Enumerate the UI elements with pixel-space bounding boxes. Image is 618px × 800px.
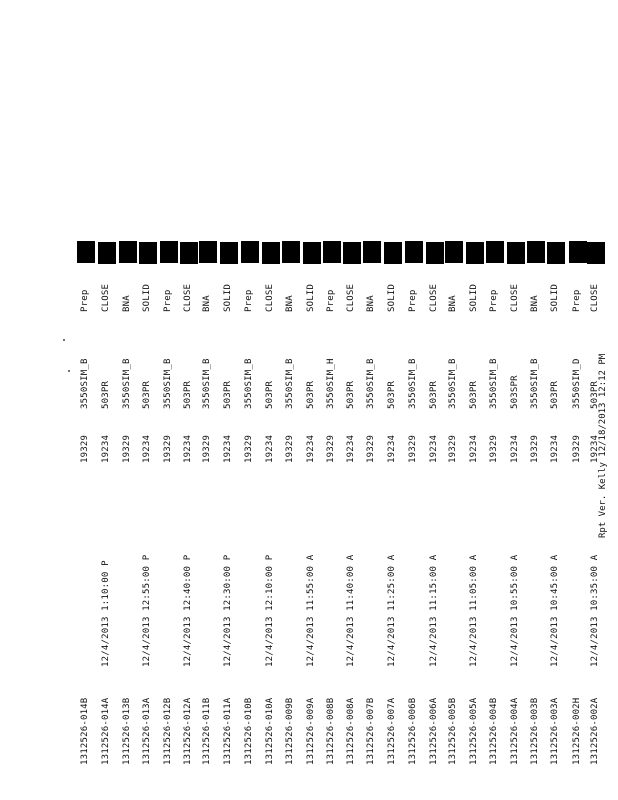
sample-id: 1312526-007A xyxy=(387,697,397,765)
sample-id: 1312526-002H xyxy=(572,697,582,765)
prep-method: 3550SIM_B xyxy=(285,358,295,409)
table-row xyxy=(138,0,154,800)
sample-status: CLOSE xyxy=(590,283,600,312)
sample-status: SOLID xyxy=(142,283,152,312)
prep-method: 503PR xyxy=(550,380,560,409)
prep-method: 3550SIM_B xyxy=(80,358,90,409)
table-row xyxy=(219,0,235,800)
prep-method: 503PR xyxy=(183,380,193,409)
table-row xyxy=(76,0,92,800)
sample-id: 1312526-003A xyxy=(550,697,560,765)
test-code: 19329 xyxy=(122,434,132,463)
sample-id: 1312526-005A xyxy=(469,697,479,765)
prep-method: 503SPR xyxy=(510,375,520,409)
test-code: 19234 xyxy=(183,434,193,463)
table-row xyxy=(159,0,175,800)
table-row xyxy=(302,0,318,800)
prep-method: 3550SIM_B xyxy=(202,358,212,409)
table-row xyxy=(261,0,277,800)
table-row xyxy=(322,0,338,800)
sample-id: 1312526-004A xyxy=(510,697,520,765)
prep-method: 3550SIM_B xyxy=(530,358,540,409)
test-code: 19329 xyxy=(80,434,90,463)
sample-status: CLOSE xyxy=(510,283,520,312)
prep-method: 503PR xyxy=(469,380,479,409)
test-code: 19329 xyxy=(366,434,376,463)
sample-datetime: 12/4/2013 10:35:00 A xyxy=(590,554,600,667)
sample-datetime: 12/4/2013 12:10:00 P xyxy=(265,554,275,667)
sample-id: 1312526-013A xyxy=(142,697,152,765)
sample-status: SOLID xyxy=(550,283,560,312)
prep-method: 503PR xyxy=(429,380,439,409)
sample-id: 1312526-004B xyxy=(489,697,499,765)
table-row xyxy=(568,0,584,800)
test-code: 19329 xyxy=(285,434,295,463)
prep-method: 3550SIM_B xyxy=(366,358,376,409)
sample-id: 1312526-007B xyxy=(366,697,376,765)
table-row xyxy=(198,0,214,800)
table-row xyxy=(465,0,481,800)
table-row xyxy=(179,0,195,800)
sample-status: SOLID xyxy=(469,283,479,312)
table-row xyxy=(362,0,378,800)
sample-datetime: 12/4/2013 10:55:00 A xyxy=(510,554,520,667)
sample-datetime: 12/4/2013 1:10:00 P xyxy=(101,560,111,667)
table-row xyxy=(526,0,542,800)
sample-id: 1312526-013B xyxy=(122,697,132,765)
prep-method: 503PR xyxy=(590,380,600,409)
sample-status: Prep xyxy=(489,289,499,312)
test-code: 19329 xyxy=(408,434,418,463)
test-code: 19234 xyxy=(223,434,233,463)
sample-status: BNA xyxy=(202,295,212,312)
test-code: 19234 xyxy=(550,434,560,463)
test-code: 19234 xyxy=(265,434,275,463)
table-row xyxy=(425,0,441,800)
prep-method: 503PR xyxy=(265,380,275,409)
table-row xyxy=(546,0,562,800)
table-row xyxy=(342,0,358,800)
sample-status: BNA xyxy=(448,295,458,312)
sample-datetime: 12/4/2013 12:55:00 P xyxy=(142,554,152,667)
sample-status: Prep xyxy=(163,289,173,312)
test-code: 19234 xyxy=(142,434,152,463)
sample-id: 1312526-002A xyxy=(590,697,600,765)
test-code: 19329 xyxy=(572,434,582,463)
test-code: 19234 xyxy=(306,434,316,463)
sample-datetime: 12/4/2013 12:30:00 P xyxy=(223,554,233,667)
sample-status: BNA xyxy=(366,295,376,312)
prep-method: 503PR xyxy=(387,380,397,409)
test-code: 19234 xyxy=(101,434,111,463)
sample-id: 1312526-010B xyxy=(244,697,254,765)
sample-id: 1312526-008A xyxy=(346,697,356,765)
sample-id: 1312526-008B xyxy=(326,697,336,765)
test-code: 19234 xyxy=(387,434,397,463)
table-row xyxy=(383,0,399,800)
test-code: 19234 xyxy=(510,434,520,463)
prep-method: 503PR xyxy=(306,380,316,409)
sample-id: 1312526-006B xyxy=(408,697,418,765)
sample-datetime: 12/4/2013 11:40:00 A xyxy=(346,554,356,667)
test-code: 19234 xyxy=(346,434,356,463)
prep-method: 3550SIM_B xyxy=(489,358,499,409)
sample-status: Prep xyxy=(572,289,582,312)
test-code: 19234 xyxy=(590,434,600,463)
prep-method: 3550SIM_D xyxy=(572,358,582,409)
sample-datetime: 12/4/2013 11:55:00 A xyxy=(306,554,316,667)
table-row xyxy=(97,0,113,800)
test-code: 19329 xyxy=(202,434,212,463)
test-code: 19329 xyxy=(244,434,254,463)
sample-status: CLOSE xyxy=(346,283,356,312)
prep-method: 503PR xyxy=(101,380,111,409)
sample-status: Prep xyxy=(80,289,90,312)
sample-status: CLOSE xyxy=(429,283,439,312)
sample-status: SOLID xyxy=(387,283,397,312)
sample-status: CLOSE xyxy=(183,283,193,312)
prep-method: 503PR xyxy=(346,380,356,409)
table-row xyxy=(485,0,501,800)
sample-status: Prep xyxy=(244,289,254,312)
test-code: 19234 xyxy=(429,434,439,463)
table-row xyxy=(444,0,460,800)
sample-status: BNA xyxy=(285,295,295,312)
sample-id: 1312526-012A xyxy=(183,697,193,765)
table-row xyxy=(118,0,134,800)
sample-datetime: 12/4/2013 10:45:00 A xyxy=(550,554,560,667)
sample-status: Prep xyxy=(326,289,336,312)
prep-method: 3550SIM_H xyxy=(326,358,336,409)
sample-id: 1312526-014A xyxy=(101,697,111,765)
sample-id: 1312526-003B xyxy=(530,697,540,765)
report-footer: Rpt Ver. Kelly 12/18/2013 12:12 PM xyxy=(598,353,608,538)
prep-method: 3550SIM_B xyxy=(122,358,132,409)
test-code: 19329 xyxy=(489,434,499,463)
test-code: 19329 xyxy=(326,434,336,463)
sample-status: BNA xyxy=(122,295,132,312)
scan-speck xyxy=(68,370,70,372)
test-code: 19329 xyxy=(448,434,458,463)
table-row xyxy=(404,0,420,800)
sample-status: Prep xyxy=(408,289,418,312)
sample-status: CLOSE xyxy=(101,283,111,312)
prep-method: 3550SIM_B xyxy=(448,358,458,409)
scan-speck xyxy=(63,339,65,341)
table-row xyxy=(506,0,522,800)
prep-method: 503PR xyxy=(223,380,233,409)
table-row xyxy=(281,0,297,800)
sample-datetime: 12/4/2013 11:05:00 A xyxy=(469,554,479,667)
sample-id: 1312526-009B xyxy=(285,697,295,765)
sample-datetime: 12/4/2013 12:40:00 P xyxy=(183,554,193,667)
sample-status: SOLID xyxy=(306,283,316,312)
sample-id: 1312526-009A xyxy=(306,697,316,765)
sample-status: CLOSE xyxy=(265,283,275,312)
table-row xyxy=(240,0,256,800)
sample-status: SOLID xyxy=(223,283,233,312)
test-code: 19329 xyxy=(530,434,540,463)
test-code: 19234 xyxy=(469,434,479,463)
sample-datetime: 12/4/2013 11:15:00 A xyxy=(429,554,439,667)
sample-status: BNA xyxy=(530,295,540,312)
sample-id: 1312526-014B xyxy=(80,697,90,765)
sample-id: 1312526-011B xyxy=(202,697,212,765)
prep-method: 3550SIM_B xyxy=(244,358,254,409)
sample-id: 1312526-010A xyxy=(265,697,275,765)
sample-id: 1312526-006A xyxy=(429,697,439,765)
sample-id: 1312526-005B xyxy=(448,697,458,765)
prep-method: 503PR xyxy=(142,380,152,409)
sample-id: 1312526-012B xyxy=(163,697,173,765)
sample-id: 1312526-011A xyxy=(223,697,233,765)
prep-method: 3550SIM_B xyxy=(408,358,418,409)
sample-datetime: 12/4/2013 11:25:00 A xyxy=(387,554,397,667)
prep-method: 3550SIM_B xyxy=(163,358,173,409)
test-code: 19329 xyxy=(163,434,173,463)
